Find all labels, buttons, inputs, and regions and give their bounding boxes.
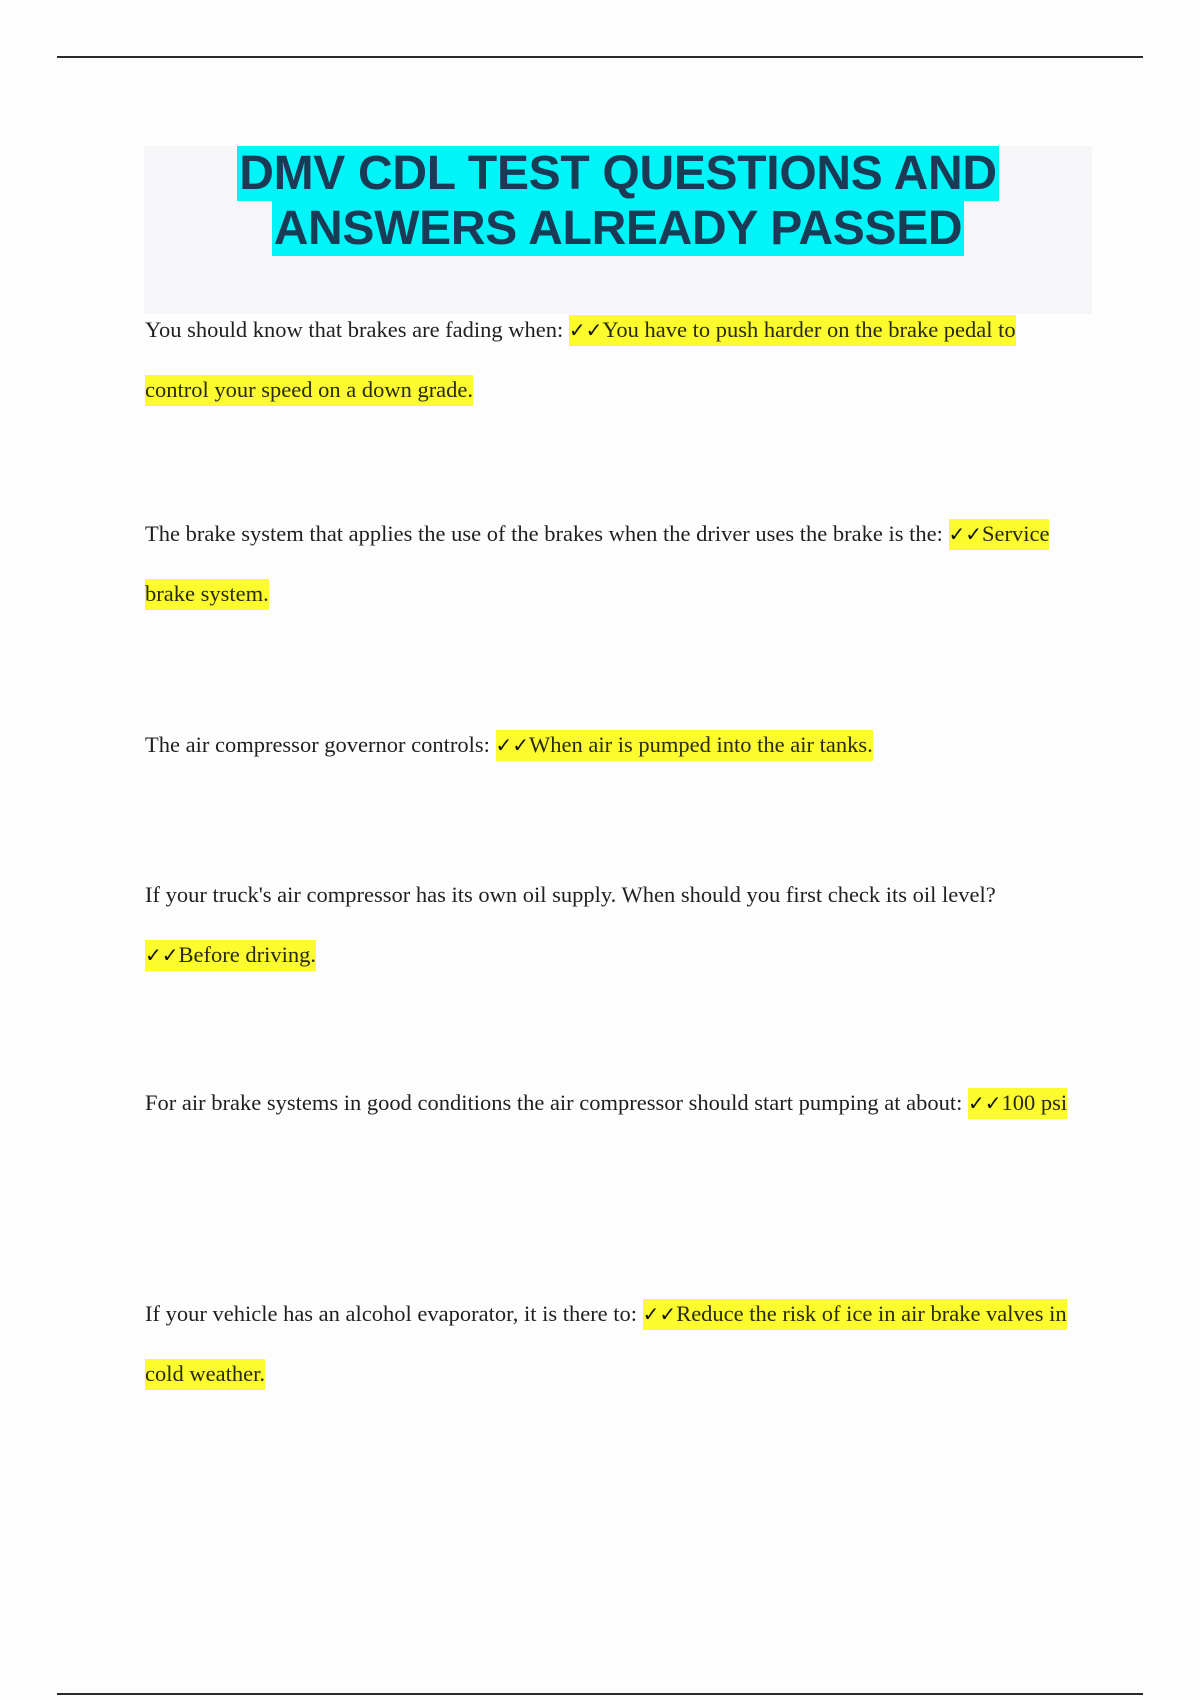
qa-item-2 <box>145 504 1075 624</box>
check-icon: ✓✓ <box>642 1302 677 1326</box>
title-banner <box>144 146 1092 314</box>
answer-highlight <box>968 1088 1067 1119</box>
document-title <box>144 146 1092 256</box>
check-icon: ✓✓ <box>145 943 179 967</box>
check-icon: ✓✓ <box>968 1091 1002 1115</box>
question-text: For air brake systems in good conditions the air compressor should start pumping at about: <box>145 1090 963 1115</box>
answer-text: 100 psi <box>1001 1090 1068 1115</box>
qa-item-5 <box>145 1073 1075 1133</box>
question-text: If your truck's air compressor has its own oil supply. When should you first check its oil level? <box>145 882 996 907</box>
answer-text: Service brake system. <box>145 521 1050 606</box>
title-line-1: DMV CDL TEST QUESTIONS AND <box>239 147 997 200</box>
footer-rule <box>57 1693 1143 1695</box>
answer-text: Before driving. <box>178 942 316 967</box>
answer-text: When air is pumped into the air tanks. <box>529 732 873 757</box>
qa-item-1 <box>145 300 1075 420</box>
check-icon: ✓✓ <box>568 318 603 342</box>
qa-item-6 <box>145 1284 1075 1404</box>
check-icon: ✓✓ <box>495 733 530 757</box>
question-text: The air compressor governor controls: <box>145 732 490 757</box>
question-text: You should know that brakes are fading when: <box>145 317 564 342</box>
qa-item-3 <box>145 715 1075 775</box>
answer-highlight <box>496 730 873 761</box>
answer-text: Reduce the risk of ice in air brake valves in cold weather. <box>145 1301 1067 1386</box>
qa-item-4 <box>145 865 1075 985</box>
header-rule <box>57 56 1143 58</box>
question-text: The brake system that applies the use of the brakes when the driver uses the brake is the: <box>145 521 943 546</box>
answer-highlight <box>145 940 316 971</box>
title-line-2: ANSWERS ALREADY PASSED <box>273 202 963 255</box>
check-icon: ✓✓ <box>948 522 983 546</box>
answer-text: You have to push harder on the brake pedal to control your speed on a down grade. <box>145 317 1016 402</box>
question-text: If your vehicle has an alcohol evaporator, it is there to: <box>145 1301 638 1326</box>
